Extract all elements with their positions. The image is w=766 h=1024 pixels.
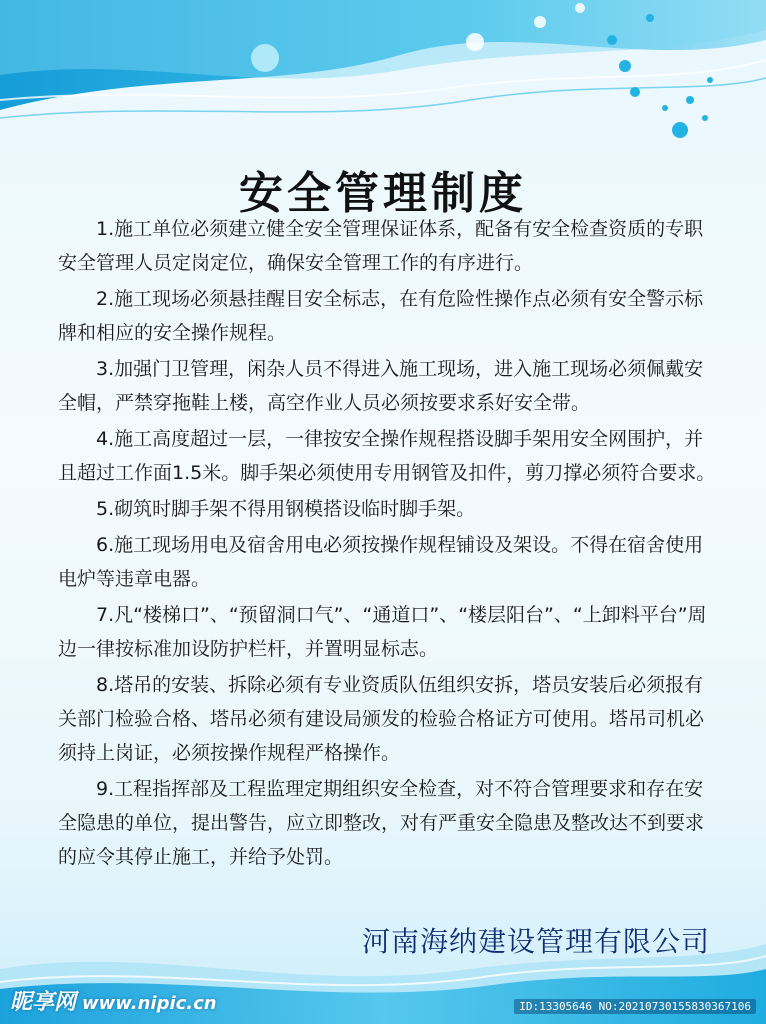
rules-list: [58, 212, 718, 876]
rule-item-3: 3.加强门卫管理，闲杂人员不得进入施工现场，进入施工现场必须佩戴安全帽，严禁穿拖鞋上楼，高空作业人员必须按要求系好安全带。: [58, 358, 704, 414]
rule-item-8: 8.塔吊的安装、拆除必须有专业资质队伍组织安拆，塔员安装后必须报有关部门检验合格、塔吊必须有建设局颁发的检验合格证方可使用。塔吊司机必须持上岗证，必须按操作规程严格操作。: [58, 674, 705, 764]
watermark-logo-url: www.nipic.cn: [82, 993, 217, 1014]
rule-item-9: 9.工程指挥部及工程监理定期组织安全检查，对不符合管理要求和存在安全隐患的单位，提出警告，应立即整改，对有严重安全隐患及整改达不到要求的应令其停止施工，并给予处罚。: [58, 778, 705, 868]
top-wave-decoration: [0, 0, 766, 150]
rule-item-6: 6.施工现场用电及宿舍用电必须按操作规程铺设及架设。不得在宿舍使用电炉等违章电器。: [58, 534, 704, 590]
rule-item-4: 4.施工高度超过一层，一律按安全操作规程搭设脚手架用安全网围护，并且超过工作面1.5米。脚手架必须使用专用钢管及扣件，剪刀撑必须符合要求。: [58, 428, 716, 484]
rule-item-2: 2.施工现场必须悬挂醒目安全标志，在有危险性操作点必须有安全警示标牌和相应的安全操作规程。: [58, 288, 704, 344]
watermark-logo: [10, 985, 217, 1016]
rule-item-5: 5.砌筑时脚手架不得用钢模搭设临时脚手架。: [96, 498, 476, 520]
watermark-image-id: ID:13305646 NO:20210730155830367106: [514, 999, 756, 1014]
page-title: 安全管理制度: [239, 168, 527, 220]
company-name: 河南海纳建设管理有限公司: [361, 925, 710, 958]
rule-item-1: 1.施工单位必须建立健全安全管理保证体系，配备有安全检查资质的专职安全管理人员定岗定位，确保安全管理工作的有序进行。: [58, 218, 704, 274]
watermark-logo-cn: 昵享网: [10, 990, 77, 1015]
rule-item-7: 7.凡“楼梯口”、“预留洞口气”、“通道口”、“楼层阳台”、“上卸料平台”周边一律按标准加设防护栏杆，并置明显标志。: [58, 604, 707, 660]
